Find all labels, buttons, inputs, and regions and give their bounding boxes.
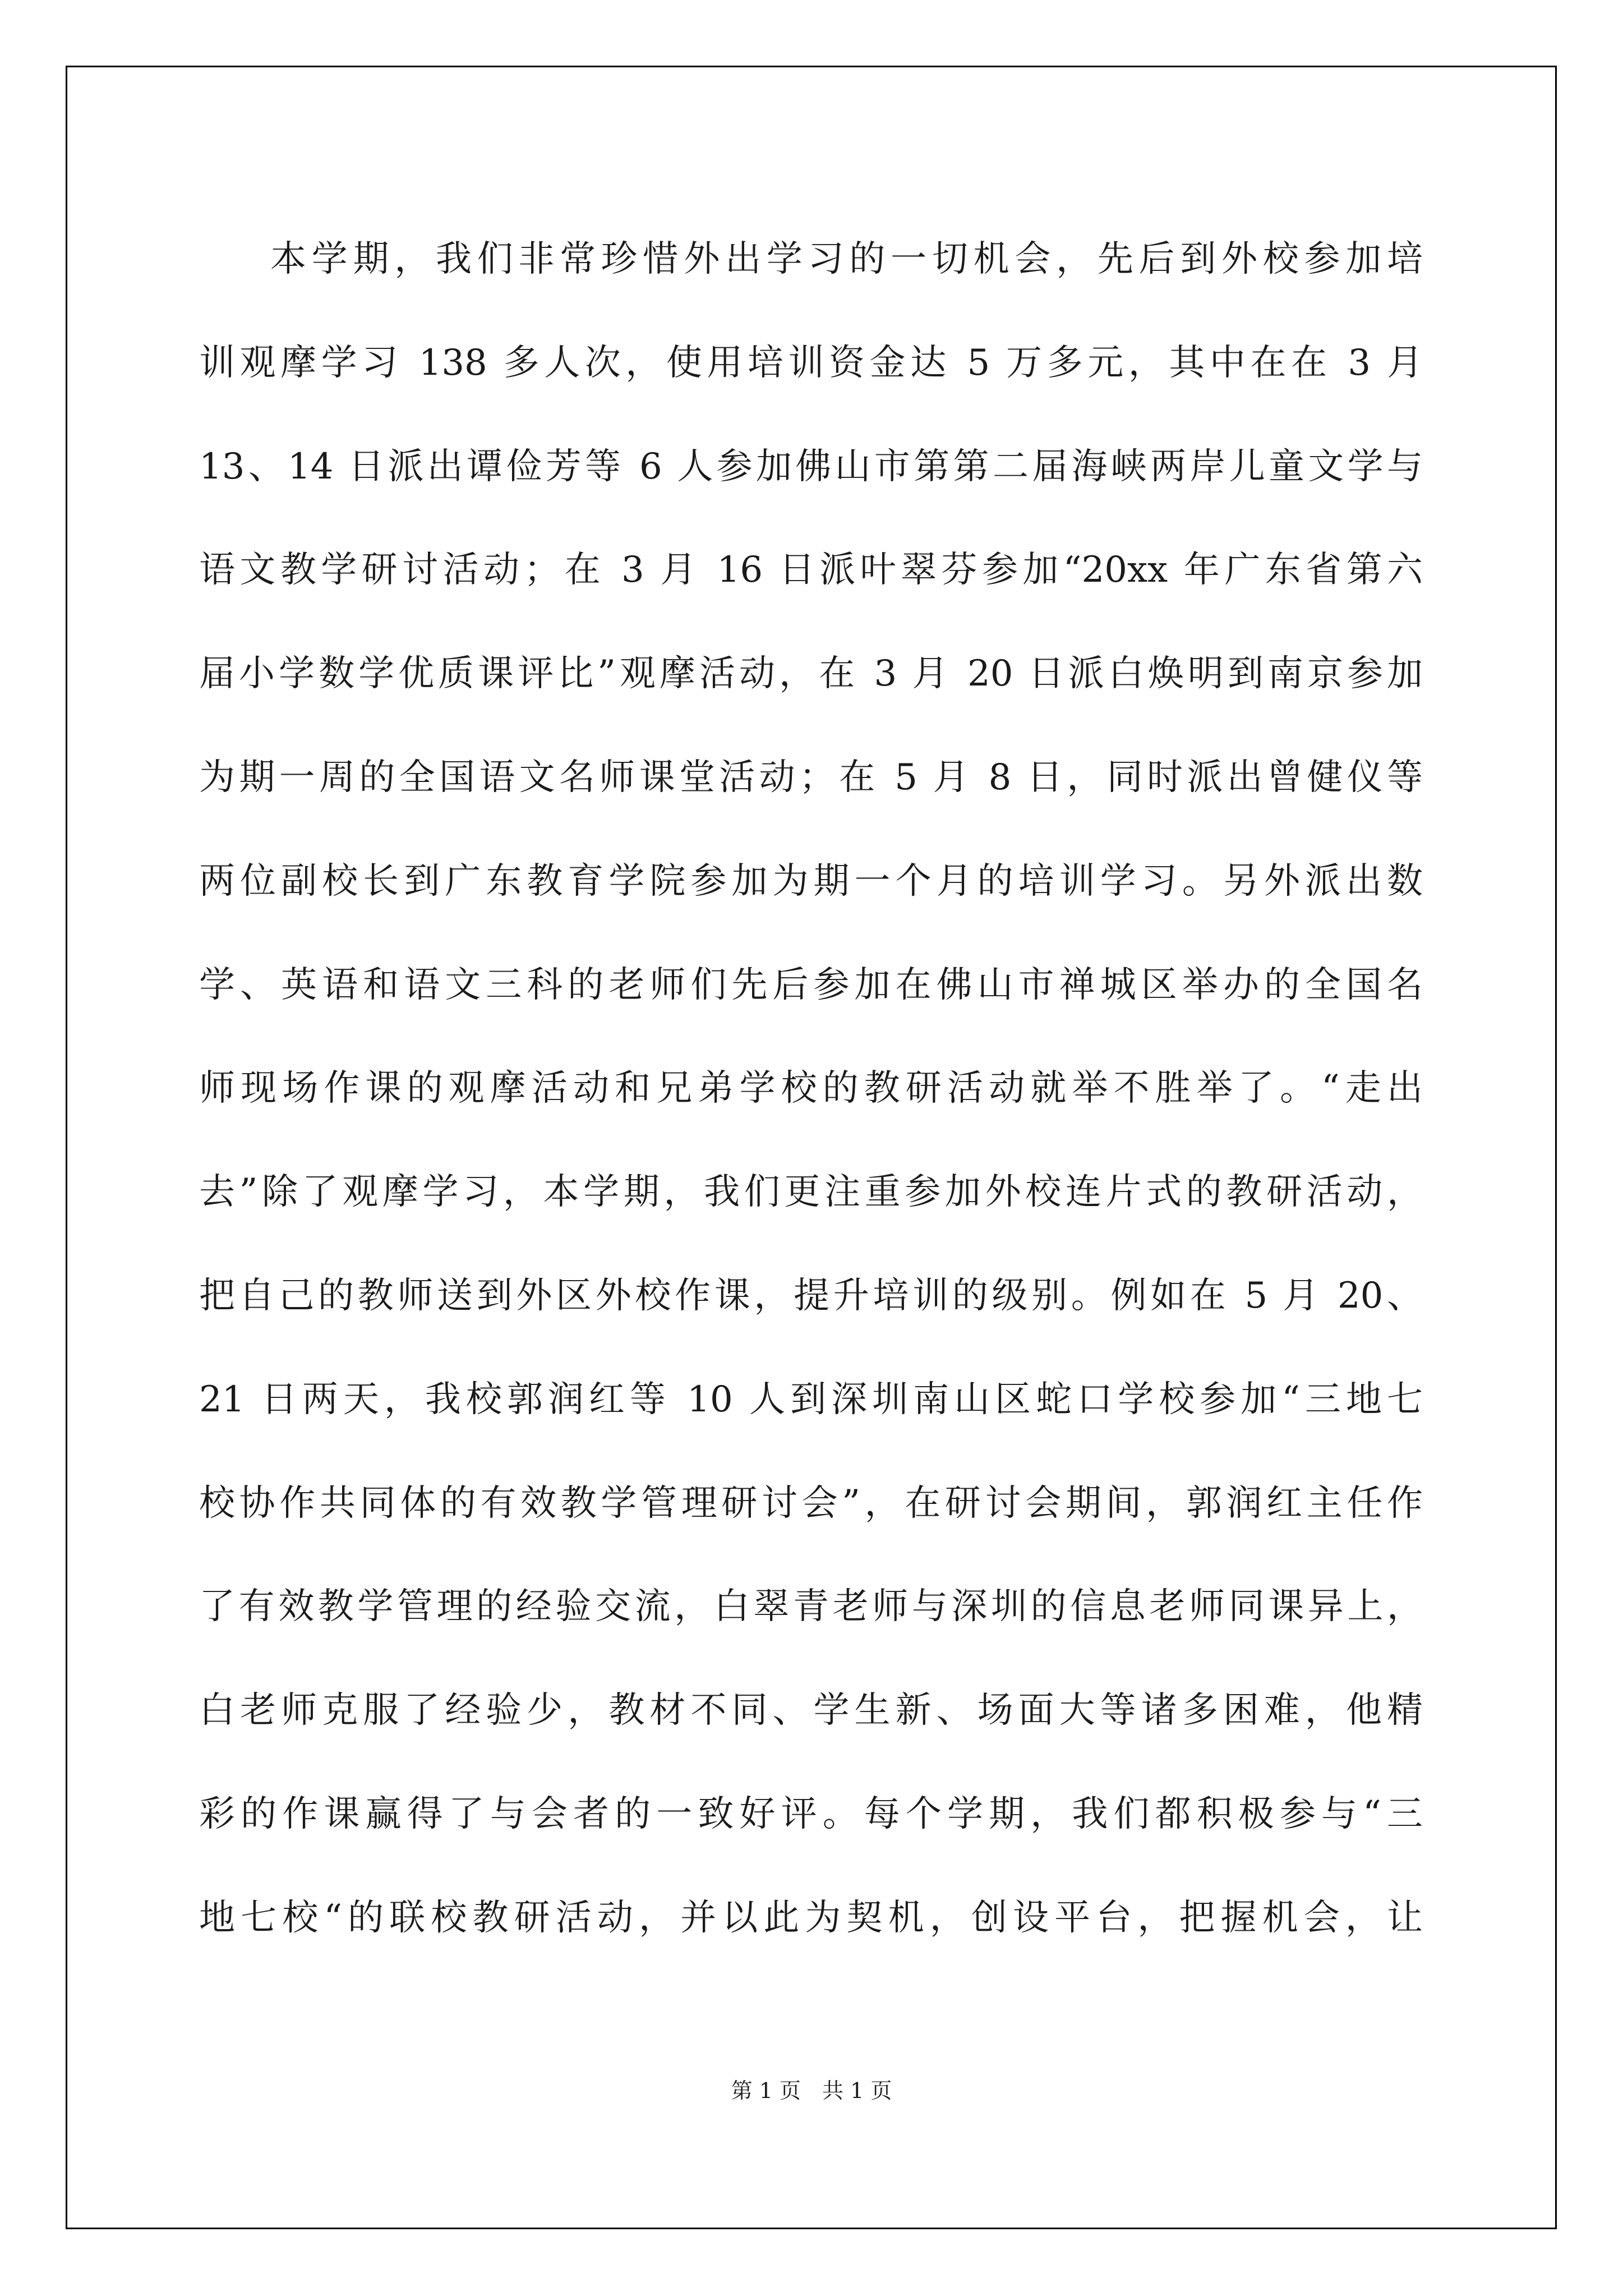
text-line: 学、英语和语文三科的老师们先后参加在佛山市禅城区举办的全国名	[199, 964, 1423, 1006]
text-line: 为期一周的全国语文名师课堂活动；在 5 月 8 日，同时派出曾健仪等	[199, 756, 1423, 798]
text-line: 届小学数学优质课评比”观摩活动，在 3 月 20 日派白焕明到南京参加	[199, 653, 1423, 695]
text-line: 把自己的教师送到外区外校作课，提升培训的级别。例如在 5 月 20、	[199, 1274, 1423, 1317]
text-line: 21 日两天，我校郭润红等 10 人到深圳南山区蛇口学校参加“三地七	[199, 1378, 1423, 1420]
text-line: 两位副校长到广东教育学院参加为期一个月的培训学习。另外派出数	[199, 860, 1423, 902]
text-line: 13、14 日派出谭俭芳等 6 人参加佛山市第第二届海峡两岸儿童文学与	[199, 445, 1423, 487]
page-number-footer: 第 1 页 共 1 页	[731, 2078, 892, 2103]
body-paragraph	[199, 208, 1423, 1970]
text-line: 语文教学研讨活动；在 3 月 16 日派叶翠芬参加“20xx 年广东省第六	[199, 549, 1423, 591]
text-line: 白老师克服了经验少，教材不同、学生新、场面大等诸多困难，他精	[199, 1690, 1423, 1732]
text-line: 师现场作课的观摩活动和兄弟学校的教研活动就举不胜举了。“走出	[199, 1068, 1423, 1110]
text-line: 训观摩学习 138 多人次，使用培训资金达 5 万多元，其中在在 3 月	[199, 342, 1423, 384]
text-line: 本学期，我们非常珍惜外出学习的一切机会，先后到外校参加培	[270, 238, 1423, 280]
text-line: 彩的作课赢得了与会者的一致好评。每个学期，我们都积极参与“三	[199, 1793, 1423, 1835]
text-line: 校协作共同体的有效教学管理研讨会”，在研讨会期间，郭润红主任作	[199, 1482, 1423, 1524]
text-line: 地七校“的联校教研活动，并以此为契机，创设平台，把握机会，让	[199, 1897, 1423, 1939]
text-line: 了有效教学管理的经验交流，白翠青老师与深圳的信息老师同课异上，	[199, 1586, 1423, 1628]
text-line: 去”除了观摩学习，本学期，我们更注重参加外校连片式的教研活动，	[199, 1171, 1423, 1213]
